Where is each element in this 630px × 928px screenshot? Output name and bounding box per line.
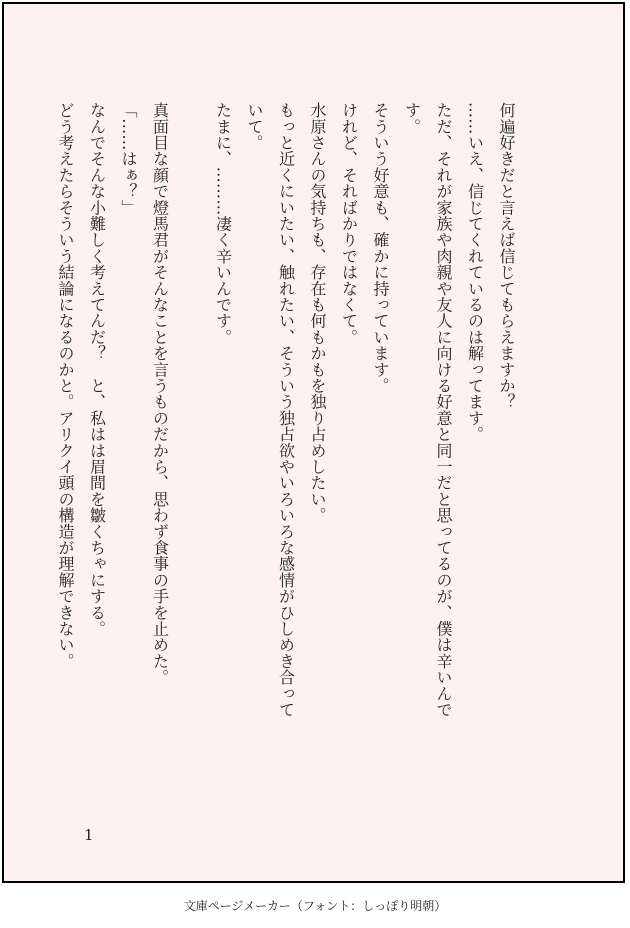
text-line: いて。: [245, 102, 264, 151]
text-line: たまに、………凄く辛いんです。: [213, 102, 233, 345]
blank-line: [176, 102, 208, 802]
text-line: 何遍好きだと言えば信じてもらえますか？: [497, 102, 516, 410]
page-number: 1: [84, 826, 94, 844]
text-line: す。: [402, 102, 422, 135]
text-line: ただ、それが家族や肉親や友人に向ける好意と同一だと思ってるのが、僕は辛いんで: [434, 102, 453, 718]
vertical-body-text: [56, 102, 522, 802]
text-line: そういう好意も、確かに持っています。: [371, 102, 390, 394]
text-line: けれど、そればかりではなくて。: [339, 102, 359, 345]
book-page: [2, 2, 625, 883]
text-line: 真面目な顔で燈馬君がそんなことを言うものだから、思わず食事の手を止めた。: [150, 102, 170, 686]
text-line: ……いえ、信じてくれているのは解ってます。: [465, 102, 485, 443]
text-line: どう考えたらそういう結論になるのかと。アリクイ頭の構造が理解できない。: [56, 102, 75, 669]
text-line: 「……はぁ？」: [119, 102, 138, 216]
text-line: 水原さんの気持ちも、存在も何もかもを独り占めしたい。: [308, 102, 327, 524]
footer-caption: 文庫ページメーカー（フォント：しっぽり明朝）: [183, 899, 447, 913]
text-line: なんでそんな小難しく考えてんだ？ と、私はは眉間を皺くちゃにする。: [87, 102, 107, 637]
text-line: もっと近くにいたい、触れたい、そういう独占欲やいろいろな感情がひしめき合って: [276, 102, 296, 718]
